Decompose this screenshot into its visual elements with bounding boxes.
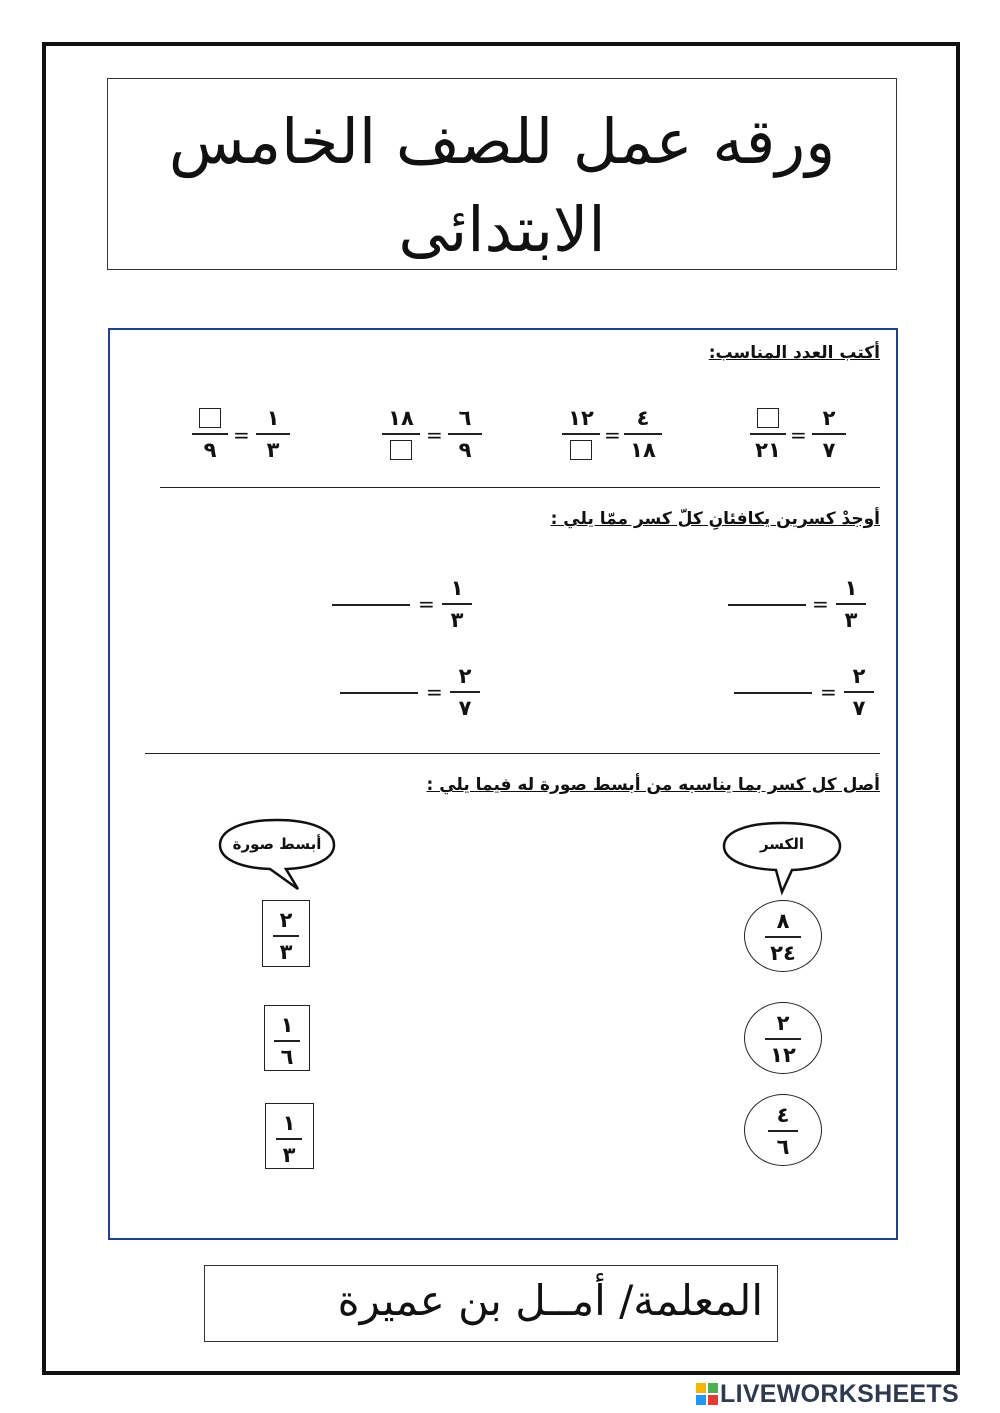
simplest-box[interactable] bbox=[264, 1005, 310, 1071]
brand-logo bbox=[696, 1381, 959, 1407]
title-box bbox=[107, 78, 897, 270]
s2-fraction: ٢ ٧ bbox=[450, 664, 480, 720]
bubble-simplest bbox=[216, 815, 338, 893]
teacher-box bbox=[204, 1265, 778, 1342]
answer-line[interactable] bbox=[728, 604, 806, 606]
simplest-box[interactable] bbox=[262, 900, 310, 967]
answer-line[interactable] bbox=[332, 604, 410, 606]
speech-bubble-icon bbox=[216, 815, 338, 893]
s1-unknown-fraction: ٢١ bbox=[750, 406, 786, 462]
simplest-fraction: ١ ٣ bbox=[276, 1111, 302, 1167]
s2-fraction: ٢ ٧ bbox=[844, 664, 874, 720]
answer-box[interactable] bbox=[757, 408, 779, 428]
equals-sign: = bbox=[812, 592, 829, 616]
teacher-name: المعلمة/ أمــل بن عميرة bbox=[337, 1276, 763, 1325]
title-line-1: ورقه عمل للصف الخامس bbox=[168, 105, 836, 178]
title-line-2: الابتدائى bbox=[398, 193, 606, 266]
s1-given-fraction: ٢ ٧ bbox=[812, 406, 846, 462]
circle-fraction: ٢ ١٢ bbox=[765, 1011, 801, 1067]
section-divider bbox=[160, 487, 880, 488]
answer-box[interactable] bbox=[390, 440, 412, 460]
equals-sign: = bbox=[790, 423, 807, 447]
fraction-circle[interactable] bbox=[744, 1002, 822, 1074]
simplest-fraction: ٢ ٣ bbox=[273, 908, 299, 964]
section1-heading: أكتب العدد المناسب: bbox=[708, 343, 880, 363]
answer-line[interactable] bbox=[734, 692, 812, 694]
liveworksheets-logo-icon bbox=[696, 1383, 718, 1405]
s1-given-fraction: ١ ٣ bbox=[256, 406, 290, 462]
equals-sign: = bbox=[820, 680, 837, 704]
answer-line[interactable] bbox=[340, 692, 418, 694]
s1-unknown-fraction: ١٢ bbox=[562, 406, 600, 462]
fraction-circle[interactable] bbox=[744, 900, 822, 972]
speech-bubble-icon bbox=[720, 818, 844, 896]
equals-sign: = bbox=[604, 423, 621, 447]
section3-heading: أصل كل كسر بما يناسبه من أبسط صورة له فيما يلي : bbox=[426, 775, 880, 795]
s2-fraction: ١ ٣ bbox=[836, 576, 866, 632]
equals-sign: = bbox=[418, 592, 435, 616]
circle-fraction: ٨ ٢٤ bbox=[765, 909, 801, 965]
answer-box[interactable] bbox=[199, 408, 221, 428]
s2-fraction: ١ ٣ bbox=[442, 576, 472, 632]
equals-sign: = bbox=[426, 423, 443, 447]
s1-unknown-fraction: ١٨ bbox=[382, 406, 420, 462]
bubble-fraction-label: الكسر bbox=[759, 835, 805, 853]
brand-text: LIVEWORKSHEETS bbox=[720, 1379, 959, 1408]
s1-unknown-fraction: ٩ bbox=[192, 406, 228, 462]
bubble-simplest-label: أبسط صورة bbox=[232, 835, 322, 853]
section2-heading: أوجدْ كسرين يكافئانِ كلّ كسر ممّا يلي : bbox=[550, 509, 880, 529]
section-divider bbox=[145, 753, 880, 754]
s1-given-fraction: ٤ ١٨ bbox=[624, 406, 662, 462]
bubble-fraction bbox=[720, 818, 844, 896]
circle-fraction: ٤ ٦ bbox=[768, 1103, 798, 1159]
simplest-fraction: ١ ٦ bbox=[274, 1013, 300, 1069]
simplest-box[interactable] bbox=[265, 1103, 314, 1169]
answer-box[interactable] bbox=[570, 440, 592, 460]
s1-given-fraction: ٦ ٩ bbox=[448, 406, 482, 462]
equals-sign: = bbox=[426, 680, 443, 704]
fraction-circle[interactable] bbox=[744, 1094, 822, 1166]
equals-sign: = bbox=[233, 423, 250, 447]
